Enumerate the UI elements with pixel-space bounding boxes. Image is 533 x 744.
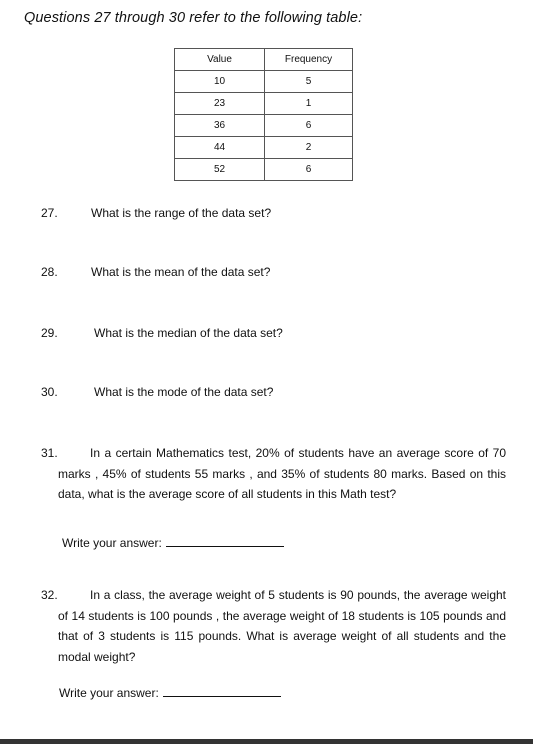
question-number: 30. bbox=[41, 385, 58, 399]
question-text: What is the range of the data set? bbox=[91, 206, 272, 220]
answer-blank[interactable] bbox=[163, 686, 281, 697]
page-bottom-border bbox=[0, 739, 533, 744]
question-31 bbox=[41, 443, 506, 505]
cell-value: 44 bbox=[175, 137, 265, 159]
cell-value: 52 bbox=[175, 159, 265, 181]
question-text: What is the mean of the data set? bbox=[91, 265, 271, 279]
question-number: 32. bbox=[41, 588, 58, 602]
frequency-table bbox=[174, 48, 353, 181]
cell-frequency: 6 bbox=[265, 159, 353, 181]
table-header-row bbox=[175, 49, 353, 71]
cell-value: 23 bbox=[175, 93, 265, 115]
cell-frequency: 2 bbox=[265, 137, 353, 159]
cell-value: 10 bbox=[175, 71, 265, 93]
table-row bbox=[175, 137, 353, 159]
header-value: Value bbox=[175, 49, 265, 71]
cell-frequency: 6 bbox=[265, 115, 353, 137]
table-row bbox=[175, 71, 353, 93]
answer-label: Write your answer: bbox=[59, 686, 159, 700]
header-frequency: Frequency bbox=[265, 49, 353, 71]
answer-label: Write your answer: bbox=[62, 536, 162, 550]
question-32 bbox=[41, 585, 506, 667]
question-text: What is the median of the data set? bbox=[94, 326, 283, 340]
section-intro: Questions 27 through 30 refer to the following table: bbox=[24, 10, 363, 26]
answer-line-31 bbox=[62, 536, 284, 550]
question-number: 27. bbox=[41, 206, 58, 220]
question-number: 28. bbox=[41, 265, 58, 279]
question-number: 29. bbox=[41, 326, 58, 340]
question-number: 31. bbox=[41, 446, 58, 460]
cell-value: 36 bbox=[175, 115, 265, 137]
table-row bbox=[175, 115, 353, 137]
answer-blank[interactable] bbox=[166, 536, 284, 547]
question-text: In a class, the average weight of 5 students is 90 pounds, the average weight of 14 students is 100 pounds , the average weight of 18 students is 105 pounds and that of 3 students is 115 pounds. What is average weight of all students and the modal weight? bbox=[58, 588, 506, 664]
table-row bbox=[175, 93, 353, 115]
cell-frequency: 1 bbox=[265, 93, 353, 115]
cell-frequency: 5 bbox=[265, 71, 353, 93]
question-text: What is the mode of the data set? bbox=[94, 385, 274, 399]
answer-line-32 bbox=[59, 686, 281, 700]
table-row bbox=[175, 159, 353, 181]
question-text: In a certain Mathematics test, 20% of students have an average score of 70 marks , 45% of students 55 marks , and 35% of students 80 marks. Based on this data, what is the average score of all students in this Math test? bbox=[58, 446, 506, 501]
